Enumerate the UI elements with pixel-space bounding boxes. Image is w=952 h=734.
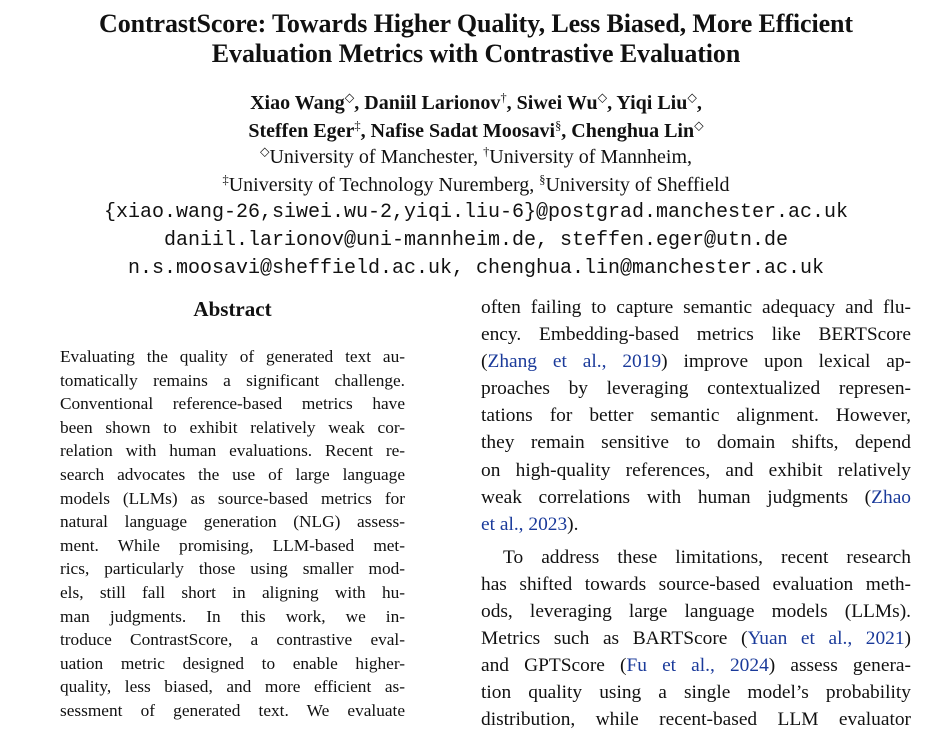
abstract-line: search advocates the use of large language: [60, 464, 405, 484]
affiliation-mark: ◇: [259, 144, 270, 159]
abstract-line: uation metric designed to enable higher-: [60, 653, 405, 673]
author-name: Xiao Wang: [250, 92, 345, 114]
author-line-1: Xiao Wang◇, Daniil Larionov†, Siwei Wu◇, Yiqi Liu◇,: [250, 90, 702, 114]
email-line-1: {xiao.wang-26,siwei.wu-2,yiqi.liu-6}@postgrad.manchester.ac.uk: [103, 201, 849, 224]
body-line: on high-quality references, and exhibit relatively: [481, 459, 911, 481]
affiliation-name: University of Mannheim: [489, 146, 688, 168]
abstract-line: sessment of generated text. We evaluate: [60, 700, 405, 720]
author-name: Yiqi Liu: [616, 92, 688, 114]
intro-body: [481, 294, 911, 734]
affiliation-mark: §: [555, 118, 562, 133]
body-line: Metrics such as BARTScore (Yuan et al., 2021): [481, 628, 911, 650]
author-name: Daniil Larionov: [364, 92, 501, 114]
abstract-line: rics, particularly those using smaller mod-: [60, 559, 405, 579]
abstract-line: troduce ContrastScore, a contrastive eval-: [60, 630, 405, 650]
affiliation-name: University of Sheffield: [545, 174, 730, 196]
author-name: Chenghua Lin: [571, 120, 695, 142]
email-line-3: n.s.moosavi@sheffield.ac.uk, chenghua.lin@manchester.ac.uk: [127, 257, 825, 280]
affiliation-name: University of Technology Nuremberg: [228, 174, 530, 196]
affiliation-mark: ◇: [597, 90, 608, 105]
abstract-line: models (LLMs) as source-based metrics for: [60, 488, 405, 508]
author-line-2: Steffen Eger‡, Nafise Sadat Moosavi§, Chenghua Lin◇: [248, 118, 704, 142]
body-line: has shifted towards source-based evaluation meth-: [481, 573, 911, 595]
email-line-2: daniil.larionov@uni-mannheim.de, steffen.eger@utn.de: [163, 229, 789, 252]
body-line: tion quality using a single model’s probability: [481, 682, 911, 704]
author-name: Siwei Wu: [516, 92, 598, 114]
affiliation-mark: ◇: [687, 90, 697, 105]
citation-link[interactable]: et al., 2023: [481, 513, 568, 535]
paper-title: [0, 9, 952, 69]
abstract-line: man judgments. In this work, we in-: [60, 606, 405, 626]
title-line-2: Evaluation Metrics with Contrastive Evaluation: [211, 39, 741, 68]
abstract-line: quality, less biased, and more efficient as-: [60, 677, 405, 697]
body-line: et al., 2023).: [481, 513, 579, 535]
author-list: [0, 89, 952, 145]
affiliation-line-2: ‡University of Technology Nuremberg, §University of Sheffield: [222, 172, 730, 196]
affiliation-mark: §: [539, 172, 546, 187]
body-line: tations for better semantic alignment. However,: [481, 405, 911, 427]
affiliation-mark: ‡: [222, 172, 229, 187]
author-name: Steffen Eger: [248, 120, 355, 142]
title-line-1: ContrastScore: Towards Higher Quality, Less Biased, More Efficient: [99, 9, 853, 38]
affiliation-mark: ◇: [344, 90, 355, 105]
abstract-line: been shown to exhibit relatively weak cor-: [60, 417, 405, 437]
affiliation-mark: †: [483, 144, 490, 159]
body-line: distribution, while recent-based LLM evaluator: [481, 709, 911, 731]
body-line: proaches by leveraging contextualized represen-: [481, 378, 911, 400]
affiliation-mark: ◇: [694, 118, 704, 133]
body-line: ency. Embedding-based metrics like BERTScore: [481, 324, 911, 346]
abstract-line: natural language generation (NLG) assess-: [60, 512, 405, 532]
citation-link[interactable]: Yuan et al., 2021: [747, 628, 905, 650]
abstract-heading: Abstract: [193, 297, 272, 321]
affiliation-name: University of Manchester: [269, 146, 474, 168]
email-list: [0, 199, 952, 283]
body-line: often failing to capture semantic adequacy and flu-: [481, 297, 911, 318]
author-name: Nafise Sadat Moosavi: [370, 120, 556, 142]
body-line: they remain sensitive to domain shifts, depend: [481, 432, 911, 454]
body-line: (Zhang et al., 2019) improve upon lexical ap-: [481, 351, 911, 373]
affiliation-mark: †: [500, 90, 507, 105]
affiliation-line-1: ◇University of Manchester, †University of Mannheim,: [259, 144, 693, 168]
abstract-line: ment. While promising, LLM-based met-: [60, 535, 405, 555]
body-line: To address these limitations, recent research: [503, 546, 911, 568]
body-line: ods, leveraging large language models (LLMs).: [481, 601, 911, 623]
affiliation-mark: ‡: [354, 118, 361, 133]
abstract-line: tomatically remains a significant challenge.: [60, 370, 405, 390]
affiliation-list: [0, 143, 952, 199]
abstract-line: Conventional reference-based metrics have: [60, 394, 405, 414]
body-line: weak correlations with human judgments (Zhao: [481, 486, 911, 508]
citation-link[interactable]: Zhang et al., 2019: [487, 351, 662, 373]
abstract-line: relation with human evaluations. Recent re-: [60, 441, 405, 461]
body-line: and GPTScore (Fu et al., 2024) assess genera-: [481, 655, 911, 677]
abstract-body: [60, 345, 405, 723]
abstract-line: els, still fall short in aligning with hu-: [60, 582, 405, 602]
citation-link[interactable]: Zhao: [871, 486, 911, 508]
citation-link[interactable]: Fu et al., 2024: [626, 655, 769, 677]
abstract-line: Evaluating the quality of generated text au-: [60, 347, 405, 366]
